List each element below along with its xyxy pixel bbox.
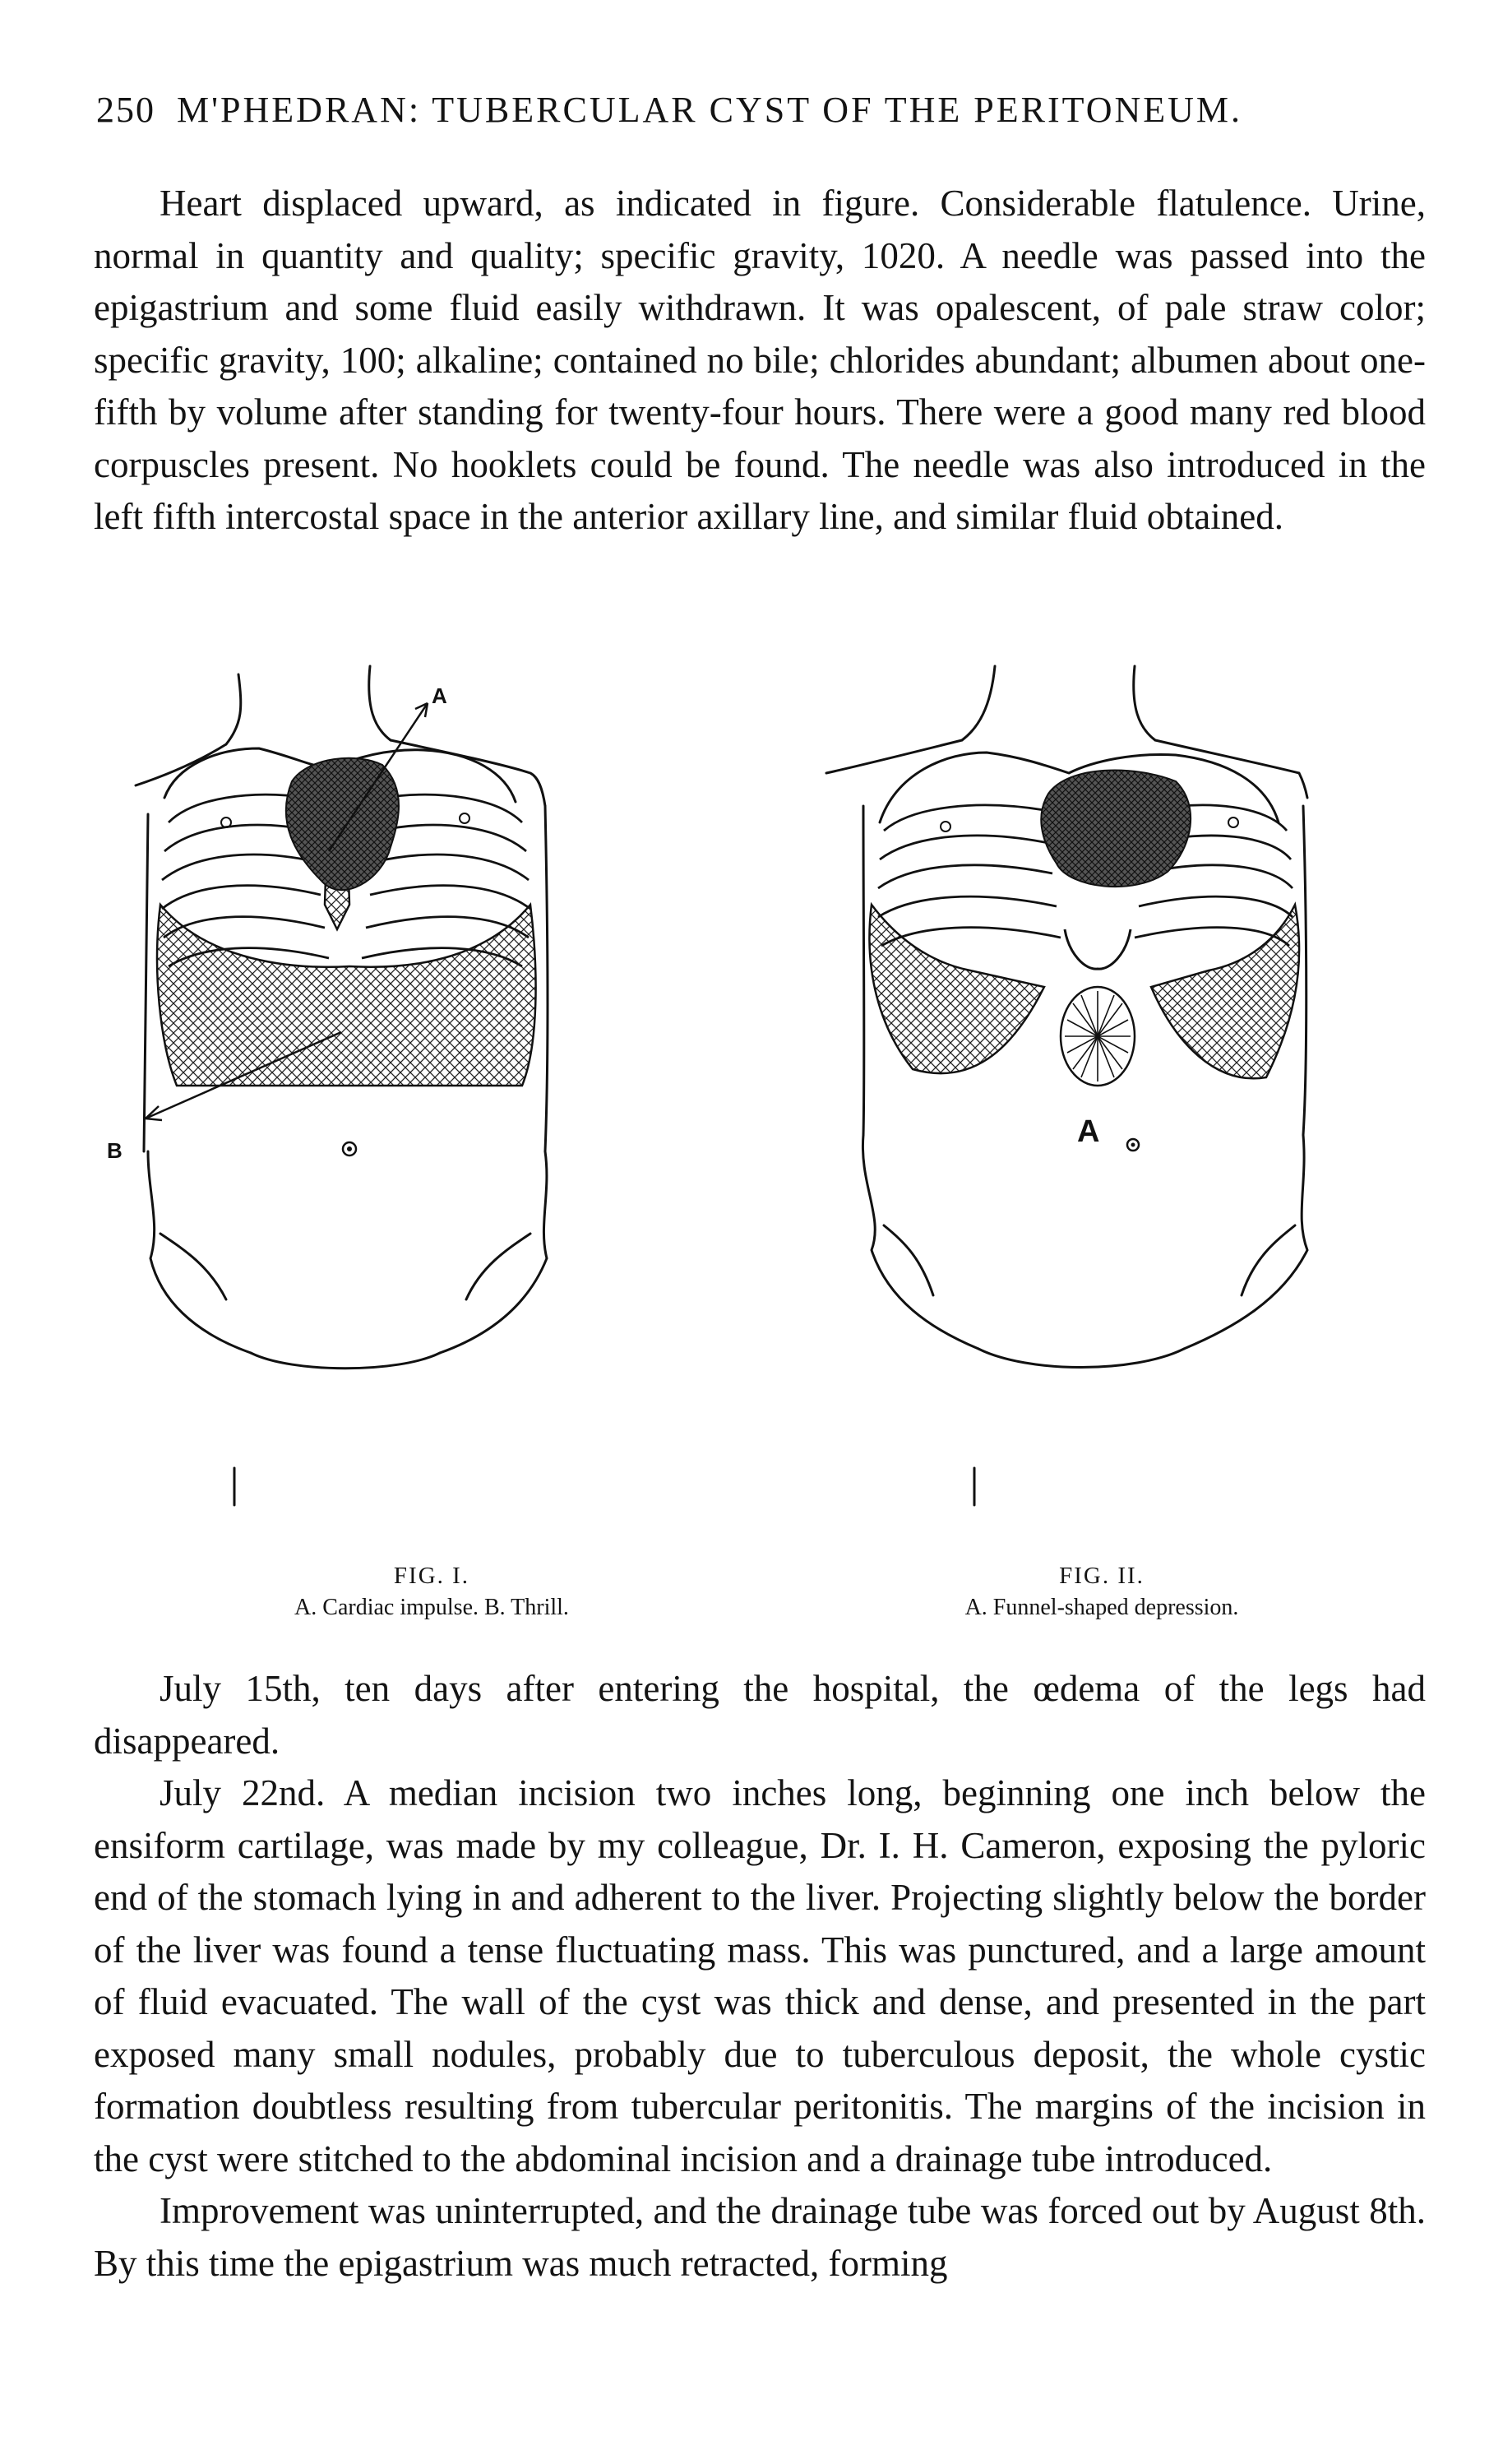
figure-1-label: FIG. I.: [393, 1563, 470, 1589]
figure-1-marker-a: A: [432, 683, 447, 708]
figure-1-caption: [226, 1563, 637, 1621]
paragraph: Heart displaced upward, as indicated in figure. Considerable flatulence. Urine, normal in quantity and quality; specific gravity, 1020. A needle was passed into the epigastrium and some fluid easily withdrawn. It was opalescent, of pale straw color; specific gravity, 100; alkaline; contained no bile; chlorides abundant; albumen about one-fifth by volume after standing for twenty-four hours. There were a good many red blood corpuscles present. No hooklets could be found. The needle was also introduced in the left fifth intercostal space in the anterior axillary line, and similar fluid obtained.: [94, 183, 1426, 537]
figure-1-marker-b: B: [107, 1138, 123, 1163]
figure-2-label: FIG. II.: [1059, 1563, 1145, 1589]
paragraph: July 15th, ten days after entering the hospital, the œdema of the legs had disappeared.: [94, 1668, 1426, 1762]
page-number: 250: [96, 90, 155, 130]
text-block-top: [94, 178, 1426, 544]
figure-2: [822, 658, 1381, 1546]
figure-2-description: A. Funnel-shaped depression.: [964, 1595, 1239, 1620]
figure-1: [107, 658, 687, 1546]
figure-1-description: A. Cardiac impulse. B. Thrill.: [294, 1595, 569, 1620]
paragraph: July 22nd. A median incision two inches long, beginning one inch below the ensiform cartilage, was made by my colleague, Dr. I. H. Cameron, exposing the pyloric end of the stomach lying in and adherent to the liver. Projecting slightly below the border of the liver was found a tense fluctuating mass. This was punctured, and a large amount of fluid evacuated. The wall of the cyst was thick and dense, and presented in the part exposed many small nodules, probably due to tuberculous deposit, the whole cystic formation doubtless resulting from tubercular peritonitis. The margins of the incision in the cyst were stitched to the abdominal incision and a drainage tube introduced.: [94, 1772, 1426, 2179]
running-header: [96, 89, 1428, 131]
paragraph: Improvement was uninterrupted, and the drainage tube was forced out by August 8th. By this time the epigastrium was much retracted, forming: [94, 2190, 1426, 2284]
figure-2-illustration: [822, 658, 1381, 1546]
figure-2-marker-a: A: [1077, 1114, 1100, 1149]
figure-1-illustration: [107, 658, 687, 1546]
figure-2-caption: [855, 1563, 1348, 1621]
running-title: M'PHEDRAN: TUBERCULAR CYST OF THE PERITONEUM.: [177, 90, 1243, 130]
text-block-bottom: [94, 1663, 1426, 2290]
